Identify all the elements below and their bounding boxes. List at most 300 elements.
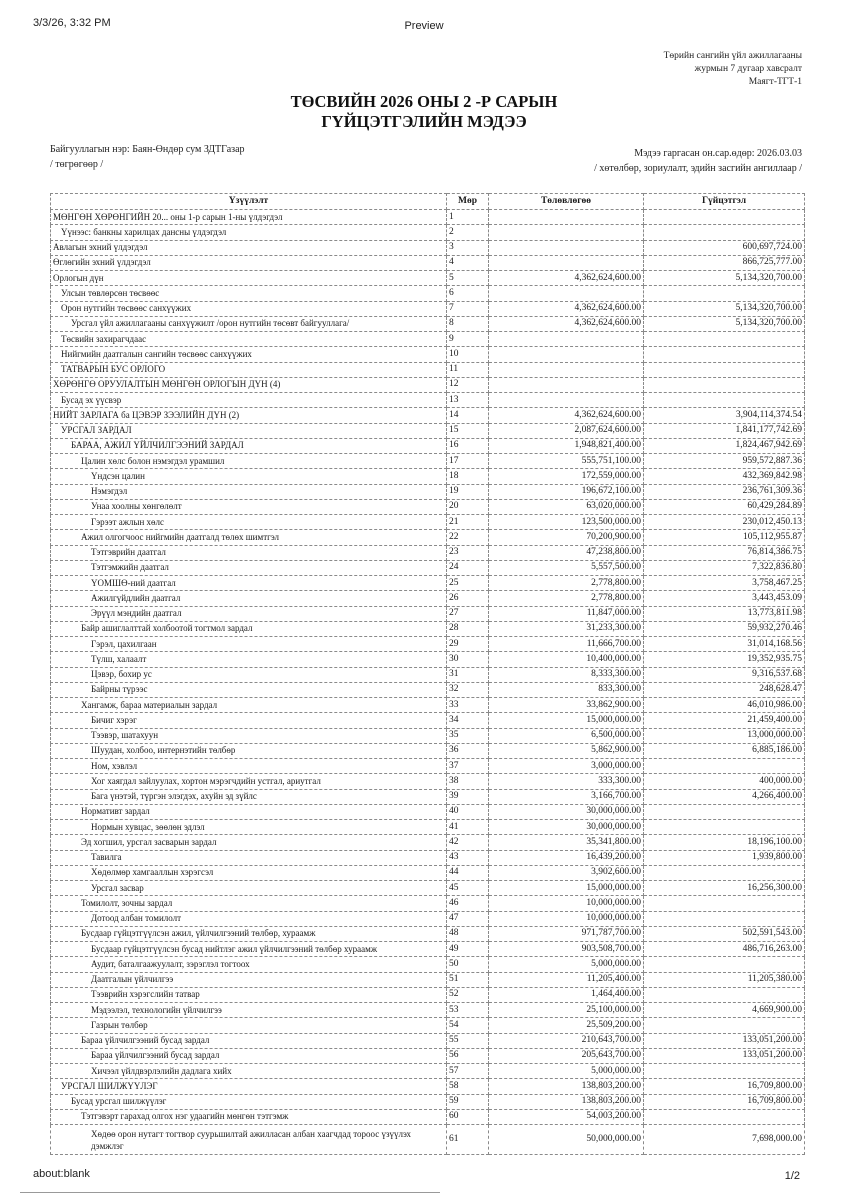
plan-value: 10,000,000.00 bbox=[489, 896, 644, 911]
table-row bbox=[51, 530, 805, 545]
table-row bbox=[51, 1018, 805, 1033]
plan-value: 5,862,900.00 bbox=[489, 743, 644, 758]
row-indicator-label: Хог хаягдал зайлуулах, хортон мэрэгчдийн устгал, ариутгал bbox=[51, 774, 447, 789]
currency-unit: / төгрөгөөр / bbox=[50, 159, 104, 170]
actual-value: 3,443,453.09 bbox=[644, 591, 805, 606]
plan-value bbox=[489, 347, 644, 362]
plan-value: 3,000,000.00 bbox=[489, 759, 644, 774]
plan-value: 1,464,400.00 bbox=[489, 987, 644, 1002]
row-indicator-label: БАРАА, АЖИЛ ҮЙЛЧИЛГЭЭНИЙ ЗАРДАЛ bbox=[51, 438, 447, 453]
row-indicator-label: Эрүүл мэндийн даатгал bbox=[51, 606, 447, 621]
actual-value bbox=[644, 896, 805, 911]
actual-value bbox=[644, 820, 805, 835]
row-indicator-label: Цалин хөлс болон нэмэгдэл урамшил bbox=[51, 454, 447, 469]
actual-value: 236,761,309.36 bbox=[644, 484, 805, 499]
table-row bbox=[51, 591, 805, 606]
print-title: Preview bbox=[404, 20, 444, 32]
table-row bbox=[51, 1033, 805, 1048]
row-indicator-label: МӨНГӨН ХӨРӨНГИЙН 20... оны 1-р сарын 1-ны үлдэгдэл bbox=[51, 210, 447, 225]
row-indicator-label: Бусад эх үүсвэр bbox=[51, 393, 447, 408]
plan-value: 123,500,000.00 bbox=[489, 515, 644, 530]
row-number: 36 bbox=[447, 743, 489, 758]
table-row bbox=[51, 240, 805, 255]
actual-value bbox=[644, 362, 805, 377]
row-number: 15 bbox=[447, 423, 489, 438]
actual-value: 1,824,467,942.69 bbox=[644, 438, 805, 453]
actual-value: 600,697,724.00 bbox=[644, 240, 805, 255]
row-number: 2 bbox=[447, 225, 489, 240]
report-meta bbox=[594, 146, 802, 176]
plan-value: 2,778,800.00 bbox=[489, 576, 644, 591]
actual-value: 16,709,800.00 bbox=[644, 1094, 805, 1109]
row-number: 46 bbox=[447, 896, 489, 911]
plan-value: 47,238,800.00 bbox=[489, 545, 644, 560]
actual-value bbox=[644, 987, 805, 1002]
plan-value bbox=[489, 210, 644, 225]
actual-value: 4,266,400.00 bbox=[644, 789, 805, 804]
plan-value: 70,200,900.00 bbox=[489, 530, 644, 545]
row-number: 20 bbox=[447, 499, 489, 514]
table-row bbox=[51, 545, 805, 560]
table-row bbox=[51, 667, 805, 682]
plan-value: 333,300.00 bbox=[489, 774, 644, 789]
header-indicator: Үзүүлэлт bbox=[51, 194, 447, 210]
row-number: 26 bbox=[447, 591, 489, 606]
row-number: 18 bbox=[447, 469, 489, 484]
row-indicator-label: Урсгал засвар bbox=[51, 881, 447, 896]
actual-value: 5,134,320,700.00 bbox=[644, 316, 805, 331]
plan-value: 16,439,200.00 bbox=[489, 850, 644, 865]
row-indicator-label: Орлогын дүн bbox=[51, 271, 447, 286]
row-indicator-label: Бараа үйлчилгээний бусад зардал bbox=[51, 1033, 447, 1048]
plan-value: 3,902,600.00 bbox=[489, 865, 644, 880]
row-number: 4 bbox=[447, 255, 489, 270]
row-number: 19 bbox=[447, 484, 489, 499]
table-row bbox=[51, 393, 805, 408]
row-indicator-label: Унаа хоолны хөнгөлөлт bbox=[51, 499, 447, 514]
table-row bbox=[51, 484, 805, 499]
plan-value: 138,803,200.00 bbox=[489, 1079, 644, 1094]
actual-value: 18,196,100.00 bbox=[644, 835, 805, 850]
plan-value: 6,500,000.00 bbox=[489, 728, 644, 743]
table-row bbox=[51, 804, 805, 819]
row-number: 14 bbox=[447, 408, 489, 423]
table-row bbox=[51, 820, 805, 835]
row-number: 48 bbox=[447, 926, 489, 941]
actual-value bbox=[644, 911, 805, 926]
actual-value: 21,459,400.00 bbox=[644, 713, 805, 728]
table-body bbox=[51, 210, 805, 1155]
row-indicator-label: Бусад урсгал шилжүүлэг bbox=[51, 1094, 447, 1109]
row-number: 57 bbox=[447, 1064, 489, 1079]
plan-value bbox=[489, 377, 644, 392]
plan-value: 4,362,624,600.00 bbox=[489, 316, 644, 331]
table-row bbox=[51, 774, 805, 789]
table-row bbox=[51, 347, 805, 362]
row-number: 43 bbox=[447, 850, 489, 865]
row-indicator-label: Гэрэл, цахилгаан bbox=[51, 637, 447, 652]
actual-value bbox=[644, 347, 805, 362]
table-row bbox=[51, 1109, 805, 1124]
form-code: Маягт-ТГТ-1 bbox=[748, 77, 802, 87]
table-row bbox=[51, 789, 805, 804]
plan-value bbox=[489, 332, 644, 347]
row-indicator-label: Хангамж, бараа материалын зардал bbox=[51, 698, 447, 713]
table-row bbox=[51, 332, 805, 347]
table-header-row bbox=[51, 194, 805, 210]
table-row bbox=[51, 362, 805, 377]
table-row bbox=[51, 652, 805, 667]
actual-value: 46,010,986.00 bbox=[644, 698, 805, 713]
row-indicator-label: Газрын төлбөр bbox=[51, 1018, 447, 1033]
table-row bbox=[51, 972, 805, 987]
table-row bbox=[51, 377, 805, 392]
table-row bbox=[51, 865, 805, 880]
table-row bbox=[51, 271, 805, 286]
row-indicator-label: Мэдээлэл, технологийн үйлчилгээ bbox=[51, 1003, 447, 1018]
table-row bbox=[51, 1125, 805, 1155]
row-indicator-label: Цэвэр, бохир ус bbox=[51, 667, 447, 682]
table-row bbox=[51, 210, 805, 225]
row-indicator-label: Гэрээт ажлын хөлс bbox=[51, 515, 447, 530]
row-indicator-label: Нормативт зардал bbox=[51, 804, 447, 819]
table-row bbox=[51, 499, 805, 514]
document-title bbox=[0, 92, 848, 132]
actual-value: 866,725,777.00 bbox=[644, 255, 805, 270]
plan-value bbox=[489, 255, 644, 270]
row-number: 32 bbox=[447, 682, 489, 697]
row-number: 58 bbox=[447, 1079, 489, 1094]
actual-value: 11,205,380.00 bbox=[644, 972, 805, 987]
plan-value: 3,166,700.00 bbox=[489, 789, 644, 804]
table-row bbox=[51, 942, 805, 957]
actual-value bbox=[644, 286, 805, 301]
plan-value: 50,000,000.00 bbox=[489, 1125, 644, 1155]
row-indicator-label: ХӨРӨНГӨ ОРУУЛАЛТЫН МӨНГӨН ОРЛОГЫН ДҮН (4) bbox=[51, 377, 447, 392]
plan-value: 172,559,000.00 bbox=[489, 469, 644, 484]
actual-value: 13,000,000.00 bbox=[644, 728, 805, 743]
row-number: 56 bbox=[447, 1048, 489, 1063]
row-number: 7 bbox=[447, 301, 489, 316]
row-indicator-label: Нормын хувцас, зөөлөн эдлэл bbox=[51, 820, 447, 835]
row-number: 53 bbox=[447, 1003, 489, 1018]
row-number: 12 bbox=[447, 377, 489, 392]
actual-value bbox=[644, 393, 805, 408]
actual-value bbox=[644, 1018, 805, 1033]
row-number: 27 bbox=[447, 606, 489, 621]
row-indicator-label: ТАТВАРЫН БУС ОРЛОГО bbox=[51, 362, 447, 377]
plan-value: 138,803,200.00 bbox=[489, 1094, 644, 1109]
plan-value: 971,787,700.00 bbox=[489, 926, 644, 941]
row-indicator-label: Авлагын эхний үлдэгдэл bbox=[51, 240, 447, 255]
plan-value bbox=[489, 240, 644, 255]
row-indicator-label: Орон нутгийн төсвөөс санхүүжих bbox=[51, 301, 447, 316]
actual-value: 6,885,186.00 bbox=[644, 743, 805, 758]
row-indicator-label: Дотоод албан томилолт bbox=[51, 911, 447, 926]
row-indicator-label: Бага үнэтэй, түргэн элэгдэх, ахуйн эд зүйлс bbox=[51, 789, 447, 804]
plan-value: 4,362,624,600.00 bbox=[489, 301, 644, 316]
plan-value: 5,000,000.00 bbox=[489, 957, 644, 972]
row-number: 60 bbox=[447, 1109, 489, 1124]
table-row bbox=[51, 850, 805, 865]
plan-value: 30,000,000.00 bbox=[489, 804, 644, 819]
row-number: 42 bbox=[447, 835, 489, 850]
plan-value: 11,847,000.00 bbox=[489, 606, 644, 621]
row-number: 33 bbox=[447, 698, 489, 713]
row-number: 39 bbox=[447, 789, 489, 804]
row-number: 54 bbox=[447, 1018, 489, 1033]
row-indicator-label: Ажилгүйдлийн даатгал bbox=[51, 591, 447, 606]
plan-value: 555,751,100.00 bbox=[489, 454, 644, 469]
plan-value: 4,362,624,600.00 bbox=[489, 408, 644, 423]
plan-value: 10,400,000.00 bbox=[489, 652, 644, 667]
table-row bbox=[51, 637, 805, 652]
row-number: 30 bbox=[447, 652, 489, 667]
row-number: 13 bbox=[447, 393, 489, 408]
row-indicator-label: Хичээл үйлдвэрлэлийн дадлага хийх bbox=[51, 1064, 447, 1079]
row-number: 28 bbox=[447, 621, 489, 636]
table-row bbox=[51, 896, 805, 911]
actual-value bbox=[644, 1064, 805, 1079]
row-number: 40 bbox=[447, 804, 489, 819]
actual-value: 16,709,800.00 bbox=[644, 1079, 805, 1094]
row-indicator-label: Даатгалын үйлчилгээ bbox=[51, 972, 447, 987]
row-indicator-label: Ажил олгогчоос нийгмийн даатгалд төлөх шимтгэл bbox=[51, 530, 447, 545]
table-row bbox=[51, 301, 805, 316]
actual-value: 60,429,284.89 bbox=[644, 499, 805, 514]
row-indicator-label: Томилолт, зочны зардал bbox=[51, 896, 447, 911]
row-indicator-label: Хөдөлмөр хамгааллын хэрэгсэл bbox=[51, 865, 447, 880]
row-number: 51 bbox=[447, 972, 489, 987]
row-indicator-label: Үүнээс: банкны харилцах дансны үлдэгдэл bbox=[51, 225, 447, 240]
table-row bbox=[51, 469, 805, 484]
row-number: 25 bbox=[447, 576, 489, 591]
actual-value: 19,352,935.75 bbox=[644, 652, 805, 667]
table-row bbox=[51, 621, 805, 636]
plan-value: 11,666,700.00 bbox=[489, 637, 644, 652]
actual-value bbox=[644, 332, 805, 347]
table-row bbox=[51, 682, 805, 697]
actual-value bbox=[644, 225, 805, 240]
row-number: 24 bbox=[447, 560, 489, 575]
row-number: 29 bbox=[447, 637, 489, 652]
plan-value: 8,333,300.00 bbox=[489, 667, 644, 682]
plan-value: 15,000,000.00 bbox=[489, 713, 644, 728]
plan-value bbox=[489, 286, 644, 301]
actual-value: 5,134,320,700.00 bbox=[644, 271, 805, 286]
row-number: 55 bbox=[447, 1033, 489, 1048]
row-number: 38 bbox=[447, 774, 489, 789]
row-number: 21 bbox=[447, 515, 489, 530]
actual-value: 31,014,168.56 bbox=[644, 637, 805, 652]
form-reference-line-2: журмын 7 дугаар хавсралт bbox=[694, 64, 802, 74]
actual-value: 3,904,114,374.54 bbox=[644, 408, 805, 423]
document-title-line-2: ГҮЙЦЭТГЭЛИЙН МЭДЭЭ bbox=[321, 112, 527, 131]
row-indicator-label: Нэмэгдэл bbox=[51, 484, 447, 499]
row-number: 9 bbox=[447, 332, 489, 347]
plan-value: 63,020,000.00 bbox=[489, 499, 644, 514]
actual-value: 13,773,811.98 bbox=[644, 606, 805, 621]
plan-value bbox=[489, 393, 644, 408]
actual-value: 105,112,955.87 bbox=[644, 530, 805, 545]
table-row bbox=[51, 957, 805, 972]
row-number: 23 bbox=[447, 545, 489, 560]
row-indicator-label: Тээврийн хэрэгслийн татвар bbox=[51, 987, 447, 1002]
plan-value: 833,300.00 bbox=[489, 682, 644, 697]
actual-value: 7,698,000.00 bbox=[644, 1125, 805, 1155]
row-number: 52 bbox=[447, 987, 489, 1002]
row-number: 11 bbox=[447, 362, 489, 377]
actual-value bbox=[644, 1109, 805, 1124]
header-actual: Гүйцэтгэл bbox=[644, 194, 805, 210]
row-number: 1 bbox=[447, 210, 489, 225]
actual-value: 502,591,543.00 bbox=[644, 926, 805, 941]
actual-value bbox=[644, 957, 805, 972]
plan-value: 10,000,000.00 bbox=[489, 911, 644, 926]
row-indicator-label: Улсын төвлөрсөн төсвөөс bbox=[51, 286, 447, 301]
row-number: 31 bbox=[447, 667, 489, 682]
table-row bbox=[51, 728, 805, 743]
table-row bbox=[51, 835, 805, 850]
actual-value: 432,369,842.98 bbox=[644, 469, 805, 484]
row-indicator-label: Тээвэр, шатахуун bbox=[51, 728, 447, 743]
actual-value: 4,669,900.00 bbox=[644, 1003, 805, 1018]
actual-value: 400,000.00 bbox=[644, 774, 805, 789]
classification-note: / хөтөлбөр, зориулалт, эдийн засгийн ангиллаар / bbox=[594, 163, 802, 174]
plan-value: 54,003,200.00 bbox=[489, 1109, 644, 1124]
page-url: about:blank bbox=[33, 1168, 90, 1180]
table-row bbox=[51, 759, 805, 774]
row-number: 3 bbox=[447, 240, 489, 255]
row-number: 17 bbox=[447, 454, 489, 469]
actual-value bbox=[644, 377, 805, 392]
plan-value: 4,362,624,600.00 bbox=[489, 271, 644, 286]
row-number: 16 bbox=[447, 438, 489, 453]
actual-value bbox=[644, 759, 805, 774]
plan-value: 31,233,300.00 bbox=[489, 621, 644, 636]
table-row bbox=[51, 606, 805, 621]
table-row bbox=[51, 1094, 805, 1109]
budget-execution-table bbox=[50, 193, 805, 1155]
row-indicator-label: Түлш, халаалт bbox=[51, 652, 447, 667]
row-number: 6 bbox=[447, 286, 489, 301]
row-number: 50 bbox=[447, 957, 489, 972]
plan-value: 33,862,900.00 bbox=[489, 698, 644, 713]
actual-value: 9,316,537.68 bbox=[644, 667, 805, 682]
row-number: 35 bbox=[447, 728, 489, 743]
actual-value: 486,716,263.00 bbox=[644, 942, 805, 957]
table-row bbox=[51, 926, 805, 941]
row-indicator-label: Урсгал үйл ажиллагааны санхүүжилт /орон нутгийн төсөвт байгууллага/ bbox=[51, 316, 447, 331]
row-number: 37 bbox=[447, 759, 489, 774]
actual-value: 3,758,467.25 bbox=[644, 576, 805, 591]
plan-value: 15,000,000.00 bbox=[489, 881, 644, 896]
plan-value: 25,100,000.00 bbox=[489, 1003, 644, 1018]
table-row bbox=[51, 987, 805, 1002]
plan-value: 5,557,500.00 bbox=[489, 560, 644, 575]
row-indicator-label: Тавилга bbox=[51, 850, 447, 865]
table-row bbox=[51, 1079, 805, 1094]
scan-artifact-line bbox=[20, 1192, 440, 1193]
actual-value: 5,134,320,700.00 bbox=[644, 301, 805, 316]
table-row bbox=[51, 408, 805, 423]
actual-value: 133,051,200.00 bbox=[644, 1033, 805, 1048]
row-number: 45 bbox=[447, 881, 489, 896]
actual-value: 959,572,887.36 bbox=[644, 454, 805, 469]
row-number: 41 bbox=[447, 820, 489, 835]
row-number: 61 bbox=[447, 1125, 489, 1155]
table-row bbox=[51, 743, 805, 758]
table-row bbox=[51, 1064, 805, 1079]
row-indicator-label: Бараа үйлчилгээний бусад зардал bbox=[51, 1048, 447, 1063]
row-indicator-label: Бичиг хэрэг bbox=[51, 713, 447, 728]
page-indicator: 1/2 bbox=[784, 1170, 800, 1182]
actual-value: 16,256,300.00 bbox=[644, 881, 805, 896]
row-number: 59 bbox=[447, 1094, 489, 1109]
form-reference bbox=[664, 50, 802, 89]
plan-value: 2,087,624,600.00 bbox=[489, 423, 644, 438]
plan-value: 11,205,400.00 bbox=[489, 972, 644, 987]
row-indicator-label: Байрны түрээс bbox=[51, 682, 447, 697]
row-number: 22 bbox=[447, 530, 489, 545]
plan-value: 210,643,700.00 bbox=[489, 1033, 644, 1048]
row-number: 10 bbox=[447, 347, 489, 362]
row-indicator-label: НИЙТ ЗАРЛАГА ба ЦЭВЭР ЗЭЭЛИЙН ДҮН (2) bbox=[51, 408, 447, 423]
table-row bbox=[51, 454, 805, 469]
row-indicator-label: Тэтгэврийн даатгал bbox=[51, 545, 447, 560]
plan-value: 30,000,000.00 bbox=[489, 820, 644, 835]
table-row bbox=[51, 1048, 805, 1063]
row-indicator-label: Тэтгэвэрт гарахад олгох нэг удаагийн мөнгөн тэтгэмж bbox=[51, 1109, 447, 1124]
report-date: Мэдээ гаргасан он.сар.өдөр: 2026.03.03 bbox=[634, 148, 802, 159]
row-number: 8 bbox=[447, 316, 489, 331]
plan-value: 903,508,700.00 bbox=[489, 942, 644, 957]
row-indicator-label: Бусдаар гүйцэтгүүлсэн бусад нийтлэг ажил үйлчилгээний төлбөр хураамж bbox=[51, 942, 447, 957]
actual-value: 7,322,836.80 bbox=[644, 560, 805, 575]
plan-value: 25,509,200.00 bbox=[489, 1018, 644, 1033]
table-row bbox=[51, 423, 805, 438]
table-row bbox=[51, 1003, 805, 1018]
row-indicator-label: ҮОМШӨ-ний даатгал bbox=[51, 576, 447, 591]
plan-value: 205,643,700.00 bbox=[489, 1048, 644, 1063]
table-row bbox=[51, 286, 805, 301]
plan-value: 2,778,800.00 bbox=[489, 591, 644, 606]
header-plan: Төлөвлөгөө bbox=[489, 194, 644, 210]
table-row bbox=[51, 881, 805, 896]
actual-value bbox=[644, 804, 805, 819]
table-row bbox=[51, 438, 805, 453]
row-indicator-label: Өглөгийн эхний үлдэгдэл bbox=[51, 255, 447, 270]
row-indicator-label: Хөдөө орон нутагт тогтвор суурьшилтай ажилласан албан хаагчдад тороос үзүүлэх дэмжлэг bbox=[51, 1125, 447, 1155]
organization-info bbox=[50, 142, 245, 172]
row-indicator-label: Аудит, баталгаажуулалт, зэрэглэл тогтоох bbox=[51, 957, 447, 972]
form-reference-line-1: Төрийн сангийн үйл ажиллагааны bbox=[663, 51, 802, 61]
plan-value bbox=[489, 225, 644, 240]
actual-value: 76,814,386.75 bbox=[644, 545, 805, 560]
row-indicator-label: Тэтгэмжийн даатгал bbox=[51, 560, 447, 575]
row-indicator-label: Төсвийн захирагчдаас bbox=[51, 332, 447, 347]
plan-value: 35,341,800.00 bbox=[489, 835, 644, 850]
row-indicator-label: Бусдаар гүйцэтгүүлсэн ажил, үйлчилгээний төлбөр, хураамж bbox=[51, 926, 447, 941]
row-indicator-label: Эд хогшил, урсгал засварын зардал bbox=[51, 835, 447, 850]
table-row bbox=[51, 255, 805, 270]
plan-value: 1,948,821,400.00 bbox=[489, 438, 644, 453]
actual-value: 230,012,450.13 bbox=[644, 515, 805, 530]
actual-value: 133,051,200.00 bbox=[644, 1048, 805, 1063]
table-row bbox=[51, 225, 805, 240]
row-indicator-label: Ном, хэвлэл bbox=[51, 759, 447, 774]
plan-value: 5,000,000.00 bbox=[489, 1064, 644, 1079]
